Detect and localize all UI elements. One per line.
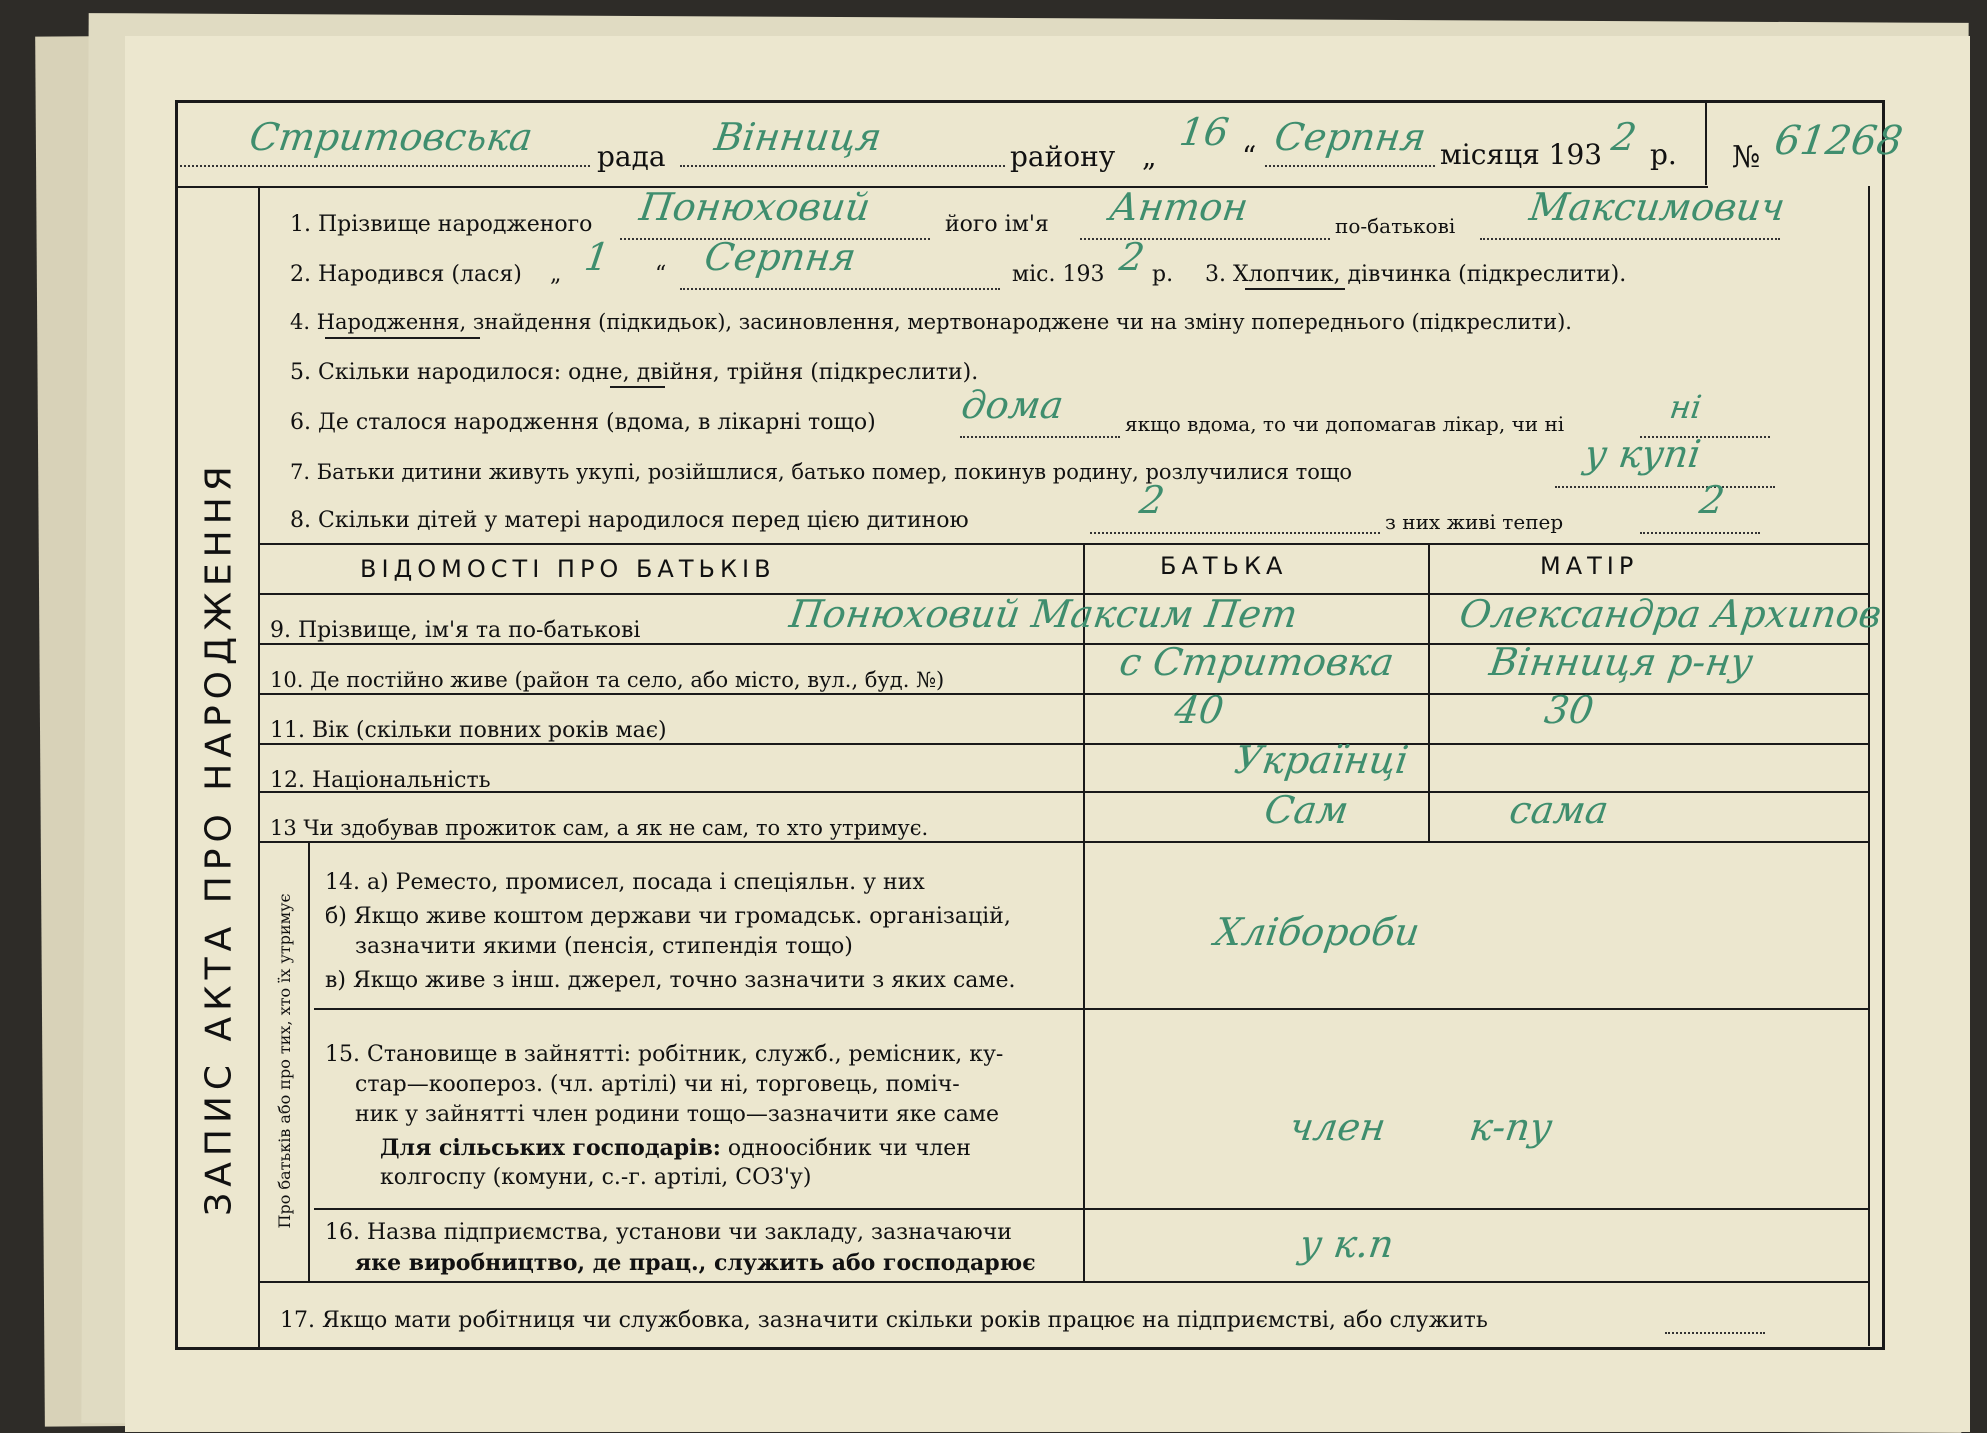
- birth-year-suffix: р.: [1152, 262, 1174, 287]
- dotted-line: [180, 165, 590, 167]
- divider: [260, 841, 1868, 843]
- full-name-label: 9. Прізвище, ім'я та по-батькові: [270, 618, 641, 643]
- council-label: рада: [597, 140, 666, 173]
- month-handwritten: Серпня: [1271, 115, 1429, 159]
- dotted-line: [1555, 486, 1775, 488]
- dotted-line: [1080, 238, 1330, 240]
- name-handwritten: Антон: [1106, 185, 1251, 229]
- dotted-line: [680, 165, 1005, 167]
- mother-age-handwritten: 30: [1541, 688, 1597, 732]
- residence-label: 10. Де постійно живе (район та село, або місто, вул., буд. №): [270, 668, 945, 692]
- mother-work-years-label: 17. Якщо мати робітниця чи службовка, зазначити скільки років працює на підприємстві, або служить: [280, 1308, 1488, 1333]
- children-alive-handwritten: 2: [1696, 478, 1728, 522]
- birth-year-handwritten: 2: [1116, 235, 1148, 279]
- birth-count-label: 5. Скільки народилося: одне, двійня, трійня (підкреслити).: [290, 360, 979, 385]
- employment-label-1: 15. Становище в зайнятті: робітник, служб., ремісник, ку-: [325, 1042, 1004, 1067]
- birth-month-handwritten: Серпня: [701, 235, 859, 279]
- year-suffix: р.: [1650, 138, 1677, 171]
- children-alive-label: з них живі тепер: [1385, 510, 1564, 534]
- dotted-line: [1640, 532, 1760, 534]
- number-label: №: [1732, 140, 1761, 175]
- father-name-handwritten: Понюховий Максим Пет: [786, 592, 1301, 636]
- surname-label: 1. Прізвище народженого: [290, 212, 593, 237]
- parents-info-header: ВІДОМОСТІ ПРО БАТЬКІВ: [360, 555, 776, 583]
- year-handwritten: 2: [1608, 115, 1640, 159]
- sex-label: 3. Хлопчик, дівчинка (підкреслити).: [1205, 262, 1627, 287]
- nationality-label: 12. Національність: [270, 768, 491, 793]
- workplace-label-2: яке виробництво, де прац., служить або господарює: [355, 1250, 1036, 1276]
- vertical-title: ЗАПИС АКТА ПРО НАРОДЖЕННЯ: [198, 460, 240, 1216]
- dotted-line: [1265, 165, 1435, 167]
- vertical-title-column: [178, 188, 260, 1348]
- employment-label-5: колгоспу (комуни, с.-г. артілі, СОЗ'у): [380, 1165, 812, 1190]
- patronymic-handwritten: Максимович: [1526, 185, 1788, 229]
- divider: [314, 1008, 1868, 1010]
- children-born-handwritten: 2: [1136, 478, 1168, 522]
- livelihood-label: 13 Чи здобував прожиток сам, а як не сам, то хто утримує.: [270, 816, 929, 840]
- doctor-label: якщо вдома, то чи допомагав лікар, чи ні: [1125, 412, 1565, 436]
- patronymic-label: по-батькові: [1335, 214, 1456, 238]
- divider: [260, 791, 1868, 793]
- dotted-line: [1480, 238, 1780, 240]
- birth-date-label: 2. Народився (лася): [290, 262, 522, 287]
- dotted-line: [960, 436, 1120, 438]
- divider: [260, 1281, 1868, 1283]
- nationality-handwritten: Українці: [1231, 738, 1412, 782]
- farmers-bold-label: Для сільських господарів:: [380, 1135, 721, 1161]
- father-livelihood-handwritten: Сам: [1261, 788, 1352, 832]
- age-label: 11. Вік (скільки повних років має): [270, 718, 667, 743]
- month-label: місяця 193: [1440, 138, 1603, 171]
- divider: [178, 186, 1708, 188]
- occupation-label-a: 14. а) Реместо, промисел, посада і спеціяльн. у них: [325, 870, 925, 895]
- quote-mark: “: [655, 262, 667, 287]
- birth-type-label: 4. Народження, знайдення (підкидьок), засиновлення, мертвонароджене чи на зміну попереднього (підкреслити).: [290, 310, 1572, 334]
- district-label: району: [1010, 140, 1116, 173]
- mother-column-header: МАТІР: [1540, 552, 1639, 580]
- birth-place-handwritten: дома: [958, 383, 1067, 427]
- divider: [1428, 543, 1430, 841]
- employment-label-2: стар—коопероз. (чл. артілі) чи ні, торговець, поміч-: [355, 1072, 960, 1097]
- father-age-handwritten: 40: [1171, 688, 1227, 732]
- workplace-label-1: 16. Назва підприємства, установи чи закладу, зазначаючи: [325, 1220, 1012, 1245]
- divider: [1083, 543, 1085, 1281]
- occupation-label-b2: зазначити якими (пенсія, стипендія тощо): [355, 934, 853, 959]
- surname-handwritten: Понюховий: [636, 185, 873, 229]
- doctor-handwritten: ні: [1667, 388, 1704, 426]
- father-column-header: БАТЬКА: [1160, 552, 1288, 580]
- day-handwritten: 16: [1176, 110, 1232, 154]
- divider: [260, 693, 1868, 695]
- district-handwritten: Вінниця: [711, 115, 885, 159]
- mother-residence-handwritten: Вінниця р-ну: [1486, 640, 1756, 684]
- council-handwritten: Стритовська: [246, 115, 536, 159]
- quote-mark: „: [550, 262, 562, 287]
- dotted-line: [1090, 532, 1380, 534]
- mother-name-handwritten: Олександра Архипов: [1456, 592, 1885, 636]
- parents-status-handwritten: у купі: [1581, 432, 1704, 476]
- employment-label-4: [380, 1135, 971, 1161]
- underline-mark: [325, 337, 480, 339]
- parents-status-label: 7. Батьки дитини живуть укупі, розійшлися, батько помер, покинув родину, розлучилися тощо: [290, 460, 1353, 484]
- occupation-label-b1: б) Якщо живе коштом держави чи громадськ. організацій,: [325, 904, 1011, 929]
- occupation-label-c: в) Якщо живе з інш. джерел, точно зазначити з яких саме.: [325, 968, 1016, 993]
- occupation-handwritten: Хлібороби: [1211, 910, 1423, 954]
- father-residence-handwritten: с Стритовка: [1116, 640, 1397, 684]
- record-number-handwritten: 61268: [1771, 118, 1906, 164]
- dotted-line: [1665, 1332, 1765, 1334]
- underline-mark: [1245, 288, 1345, 290]
- name-label: його ім'я: [945, 212, 1049, 237]
- children-count-label: 8. Скільки дітей у матері народилося перед цією дитиною: [290, 508, 969, 533]
- dotted-line: [680, 288, 1000, 290]
- underline-mark: [610, 386, 665, 388]
- father-employment-handwritten: член: [1286, 1105, 1389, 1149]
- vertical-subtitle: Про батьків або про тих, хто їх утримує: [275, 893, 294, 1229]
- mother-employment-handwritten: к-пу: [1466, 1105, 1556, 1149]
- birth-day-handwritten: 1: [581, 235, 613, 279]
- divider: [260, 743, 1868, 745]
- birth-place-label: 6. Де сталося народження (вдома, в лікарні тощо): [290, 410, 876, 435]
- birth-month-label: міс. 193: [1012, 262, 1105, 287]
- divider: [314, 1208, 1868, 1210]
- farmers-label: одноосібник чи член: [720, 1136, 971, 1161]
- quote-mark: „: [1142, 140, 1157, 173]
- quote-mark: “: [1242, 140, 1257, 173]
- vertical-subtitle-column: [260, 841, 310, 1281]
- employment-label-3: ник у зайнятті член родини тощо—зазначити яке саме: [355, 1102, 1000, 1127]
- divider: [1868, 186, 1870, 1346]
- mother-livelihood-handwritten: сама: [1506, 788, 1612, 832]
- divider: [260, 543, 1868, 545]
- workplace-handwritten: у к.п: [1296, 1222, 1397, 1266]
